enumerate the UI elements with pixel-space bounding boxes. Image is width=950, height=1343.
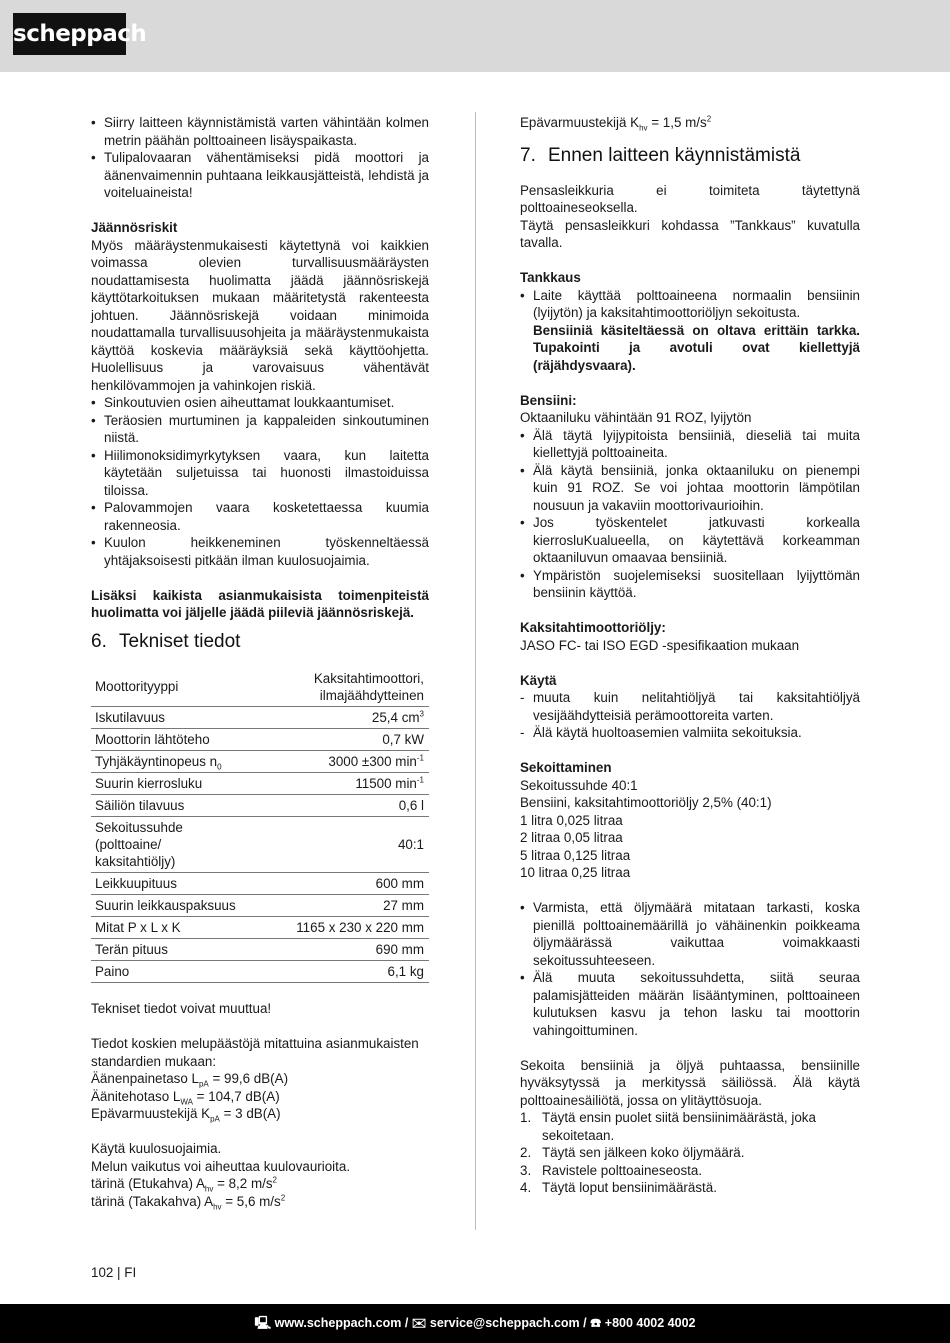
list-item: • Sinkoutuvien osien aiheuttamat loukkaantumiset. [91, 394, 429, 412]
spec-value: 40:1 [249, 816, 429, 872]
refuel-list [520, 287, 860, 375]
spec-value: 27 mm [249, 894, 429, 916]
noise-line: Äänitehotaso $L_{WA} = 104,7$ dB(A) [91, 1088, 280, 1107]
table-row [91, 872, 429, 894]
section-title: Ennen laitteen käynnistämistä [548, 144, 801, 166]
list-item: - muuta kuin nelitahtiöljyä tai kaksitahtiöljyä vesijäähdytteisiä perämoottoreita varten. [520, 689, 860, 724]
list-item: • Kuulon heikkeneminen työskenneltäessä yhtäjaksoisesti pitkään ilman kuulosuojaimia. [91, 534, 429, 569]
spec-label: Säiliön tilavuus [91, 794, 249, 816]
vibration-line: tärinä (Etukahva) $A_{hv} = 8,2$ $m/s^2$ [91, 1175, 277, 1194]
table-row [91, 750, 429, 772]
table-row [91, 960, 429, 982]
spec-value: 3000 ±300 $\min^{-1}$ [249, 750, 429, 772]
spec-value: 0,6 l [249, 794, 429, 816]
spec-label: Iskutilavuus [91, 706, 249, 728]
mixing-line: 10 litraa 0,25 litraa [520, 865, 631, 880]
page-number: 102 | FI [91, 1265, 137, 1280]
noise-line: Äänenpainetaso $L_{pA} = 99,6$ dB(A) [91, 1071, 289, 1089]
mixing-paragraph: Sekoita bensiiniä ja öljyä puhtaassa, bensiinille hyväksytyssä ja merkityssä säiliössä. Älä käytä polttoainesäiliötä, jossa on ylitäyttösuoja. [520, 1057, 860, 1108]
spec-label: Moottorityyppi [91, 668, 249, 707]
spec-label: Paino [91, 960, 249, 982]
table-row [91, 668, 429, 707]
list-item: • Hiilimonoksidimyrkytyksen vaara, kun laitetta käytetään suljetuissa tai huonosti ilmastoiduissa tiloissa. [91, 447, 429, 500]
mixing-line: 1 litra 0,025 litraa [520, 812, 623, 828]
spec-label: Leikkuupituus [91, 872, 249, 894]
list-item: • Palovammojen vaara kosketettaessa kuumia rakenneosia. [91, 499, 429, 534]
mixing-list [520, 899, 860, 1039]
right-column [520, 114, 860, 1197]
noise-line: Epävarmuustekijä $K_{pA} = 3$ dB(A) [91, 1106, 281, 1124]
oil-heading: Kaksitahtimoottoriöljy: [520, 620, 666, 635]
table-row [91, 938, 429, 960]
mixing-line: Sekoitussuhde 40:1 [520, 777, 638, 793]
list-item: 1. Täytä ensin puolet siitä bensiinimäärästä, joka sekoitetaan. [520, 1110, 816, 1143]
list-item: • Älä muuta sekoitussuhdetta, siitä seuraa palamisjätteiden määrän lisääntyminen, polttoaineen kulutuksen kasvu ja tehon lasku tai moottorin vahingoittuminen. [520, 969, 860, 1039]
list-item: 4. Täytä loput bensiinimäärästä. [520, 1180, 717, 1195]
list-item: • Siirry laitteen käynnistämistä varten vähintään kolmen metrin päähän polttoaineen lisäyspaikasta. [91, 114, 429, 149]
section-6-heading [91, 630, 429, 654]
table-row [91, 916, 429, 938]
list-item: • Älä käytä bensiiniä, jonka oktaaniluku on pienempi kuin 91 ROZ. Se voi johtaa moottorin lämpötilan nousuun ja vakaviin moottorivaurioihin. [520, 462, 860, 515]
list-item: • Varmista, että öljymäärä mitataan tarkasti, koska pienillä polttoainemäärillä jo vähäinenkin poikkeama öljymäärässä vaikuttaa voimakkaasti sekoitussuhteeseen. [520, 899, 860, 969]
list-item: • Älä täytä lyijypitoista bensiiniä, dieseliä tai muita kiellettyjä polttoaineita. [520, 427, 860, 462]
table-row [91, 772, 429, 794]
spec-label: Tyhjäkäyntinopeus $n_0$ [91, 750, 249, 772]
list-item: 3. Ravistele polttoaineseosta. [520, 1162, 703, 1178]
change-note: Tekniset tiedot voivat muuttua! [91, 1001, 272, 1016]
residual-risks-list [91, 394, 429, 569]
spec-label: Mitat P x L x K [91, 916, 249, 938]
hearing-line: Melun vaikutus voi aiheuttaa kuulovaurioita. [91, 1158, 351, 1174]
list-item: - Älä käytä huoltoasemien valmiita sekoituksia. [520, 724, 860, 742]
spec-label: Terän pituus [91, 938, 249, 960]
use-list [520, 689, 860, 742]
email-icon: ✉ [411, 1316, 427, 1330]
list-item: • Teräosien murtuminen ja kappaleiden sinkoutuminen niistä. [91, 412, 429, 447]
top-header-bar [0, 0, 950, 72]
spec-value: 25,4 $cm^3$ [249, 706, 429, 728]
spec-label: Suurin kierrosluku [91, 772, 249, 794]
phone-number: +800 4002 4002 [604, 1316, 696, 1330]
oil-line: JASO FC- tai ISO EGD -spesifikaation mukaan [520, 637, 800, 653]
table-row [91, 794, 429, 816]
spec-value: 1165 x 230 x 220 mm [249, 916, 429, 938]
mixing-line: Bensiini, kaksitahtimoottoriöljy 2,5% (40:1) [520, 795, 772, 810]
spec-label: Sekoitussuhde (polttoaine/ kaksitahtiöljy) [91, 816, 249, 872]
email-link[interactable]: service@scheppach.com [429, 1316, 580, 1330]
footer-bar: 🖳 www.scheppach.com / ✉ service@scheppach.com / ☎ +800 4002 4002 [0, 1304, 950, 1343]
section-number: 7. [520, 144, 536, 166]
refuel-heading: Tankkaus [520, 270, 581, 285]
use-heading: Käytä [520, 672, 557, 688]
mixing-line: 2 litraa 0,05 litraa [520, 830, 623, 845]
list-item: • Ympäristön suojelemiseksi suositellaan lyijyttömän bensiinin käyttöä. [520, 567, 860, 602]
petrol-list [520, 427, 860, 602]
uncertainty-line: Epävarmuustekijä $K_{hv} = 1,5$ $m/s^2$ [520, 114, 712, 133]
mixing-heading: Sekoittaminen [520, 760, 612, 775]
hearing-line: Käytä kuulosuojaimia. [91, 1141, 222, 1156]
left-column [91, 114, 429, 1210]
spec-label: Suurin leikkauspaksuus [91, 894, 249, 916]
table-row [91, 728, 429, 750]
spec-label: Moottorin lähtöteho [91, 728, 249, 750]
spec-value: 600 mm [249, 872, 429, 894]
spec-value: 690 mm [249, 938, 429, 960]
list-item: • Jos työskentelet jatkuvasti korkealla kierrosluKualueella, on käytettävä korkeamman oktaaniluvun omaavaa bensiiniä. [520, 514, 860, 567]
section-number: 6. [91, 630, 107, 652]
petrol-line: Oktaaniluku vähintään 91 ROZ, lyijytön [520, 410, 752, 425]
vibration-line: tärinä (Takakahva) $A_{hv} = 5,6$ $m/s^2$ [91, 1193, 286, 1212]
petrol-heading: Bensiini: [520, 392, 577, 408]
noise-intro: Tiedot koskien melupäästöjä mitattuina asianmukaisten standardien mukaan: [91, 1036, 419, 1069]
table-row [91, 706, 429, 728]
phone-icon: ☎ [590, 1316, 602, 1330]
mixing-line: 5 litraa 0,125 litraa [520, 847, 631, 863]
residual-risks-note: Lisäksi kaikista asianmukaisista toimenpiteistä huolimatta voi jäljelle jäädä piileviä jäännösriskejä. [91, 587, 429, 620]
column-divider [475, 112, 476, 1230]
mixing-steps [520, 1109, 860, 1197]
intro-text: Pensasleikkuria ei toimiteta täytettynä polttoaineseoksella. [520, 182, 860, 215]
spec-value: 6,1 kg [249, 960, 429, 982]
safety-bullets [91, 114, 429, 202]
spec-value: Kaksitahtimoottori, ilmajäähdytteinen [249, 668, 429, 707]
computer-icon: 🖳 [254, 1316, 272, 1330]
website-link[interactable]: www.scheppach.com [274, 1316, 402, 1330]
table-row [91, 894, 429, 916]
list-item: • Tulipalovaaran vähentämiseksi pidä moottori ja äänenvaimennin puhtaana leikkausjätteistä, lehdistä ja voiteluaineista! [91, 149, 429, 202]
list-item: • Laite käyttää polttoaineena normaalin bensiinin (lyijytön) ja kaksitahtimoottoriöljyn sekoitusta. Bensiiniä käsiteltäessä on oltava erittäin tarkka. Tupakointi ja avotuli ovat kiellettyjä (räjähdysvaara). [520, 287, 860, 375]
specs-table [91, 668, 429, 983]
scheppach-logo: scheppach [13, 13, 126, 55]
spec-value: 0,7 kW [249, 728, 429, 750]
residual-risks-heading: Jäännösriskit [91, 220, 178, 235]
list-item: 2. Täytä sen jälkeen koko öljymäärä. [520, 1145, 745, 1160]
section-7-heading [520, 144, 860, 168]
intro-text: Täytä pensasleikkuri kohdassa ”Tankkaus” kuvatulla tavalla. [520, 217, 860, 250]
residual-risks-text: Myös määräystenmukaisesti käytettynä voi kaikkien voimassa olevien turvallisuusmääräysten noudattamisesta huolimatta jäädä jäännösriskejä käyttötarkoituksen mukaan määritetystä rakenteesta johtuen. Jäännösriskejä voidaan minimoida noudattamalla turvallisuusohjeita ja määräystenmukaista käyttöä koskevia määräyksiä sekä käyttöohjetta. Huolellisuus ja varovaisuus vähentävät henkilövammojen ja vahinkojen riskiä. [91, 237, 429, 393]
table-row [91, 816, 429, 872]
section-title: Tekniset tiedot [119, 630, 241, 652]
spec-value: 11500 $\min^{-1}$ [249, 772, 429, 794]
